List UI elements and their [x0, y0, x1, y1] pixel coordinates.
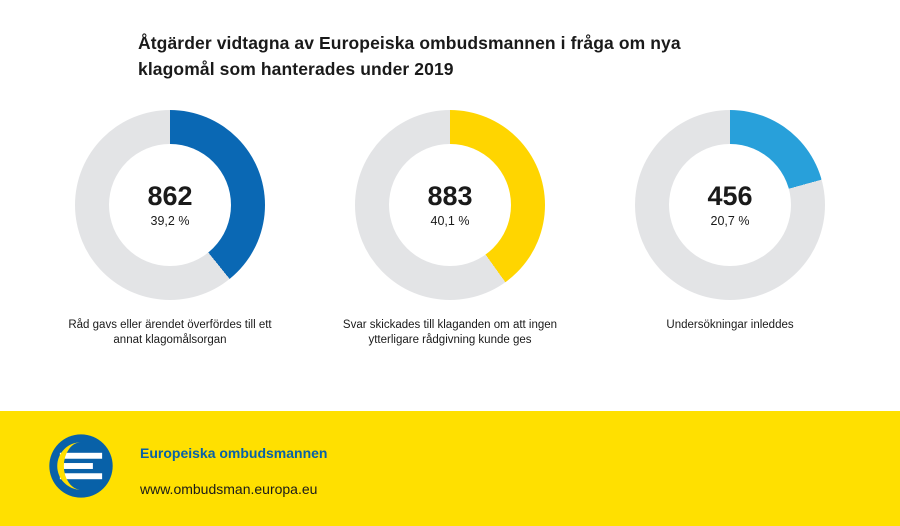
donut-label-1: Råd gavs eller ärendet överfördes till ett annat klagomålsorgan	[68, 319, 272, 346]
donut-wrap-2	[355, 110, 545, 300]
donut-chart-1	[30, 110, 310, 348]
donut-center-3	[635, 110, 825, 300]
footer-organisation-name: Europeiska ombudsmannen	[140, 445, 328, 461]
footer-url: www.ombudsman.europa.eu	[140, 481, 318, 497]
donut-percent-3: 20,7 %	[710, 213, 750, 228]
donut-value-3: 456	[707, 180, 753, 211]
donut-wrap-3	[635, 110, 825, 300]
donut-wrap-1	[75, 110, 265, 300]
donut-chart-group	[0, 110, 900, 390]
donut-chart-3	[590, 110, 870, 333]
donut-value-1: 862	[147, 180, 193, 211]
donut-percent-2: 40,1 %	[430, 213, 470, 228]
donut-label-3: Undersökningar inleddes	[666, 319, 794, 331]
donut-center-2	[355, 110, 545, 300]
european-ombudsman-logo-icon	[48, 433, 114, 499]
page-title: Åtgärder vidtagna av Europeiska ombudsmannen i fråga om nya klagomål som hanterades under 2019	[138, 33, 681, 79]
footer-bar	[0, 411, 900, 526]
donut-center-1	[75, 110, 265, 300]
donut-label-2: Svar skickades till klaganden om att ingen ytterligare rådgivning kunde ges	[342, 319, 558, 346]
donut-percent-1: 39,2 %	[150, 213, 190, 228]
donut-chart-2	[310, 110, 590, 348]
donut-value-2: 883	[427, 180, 473, 211]
